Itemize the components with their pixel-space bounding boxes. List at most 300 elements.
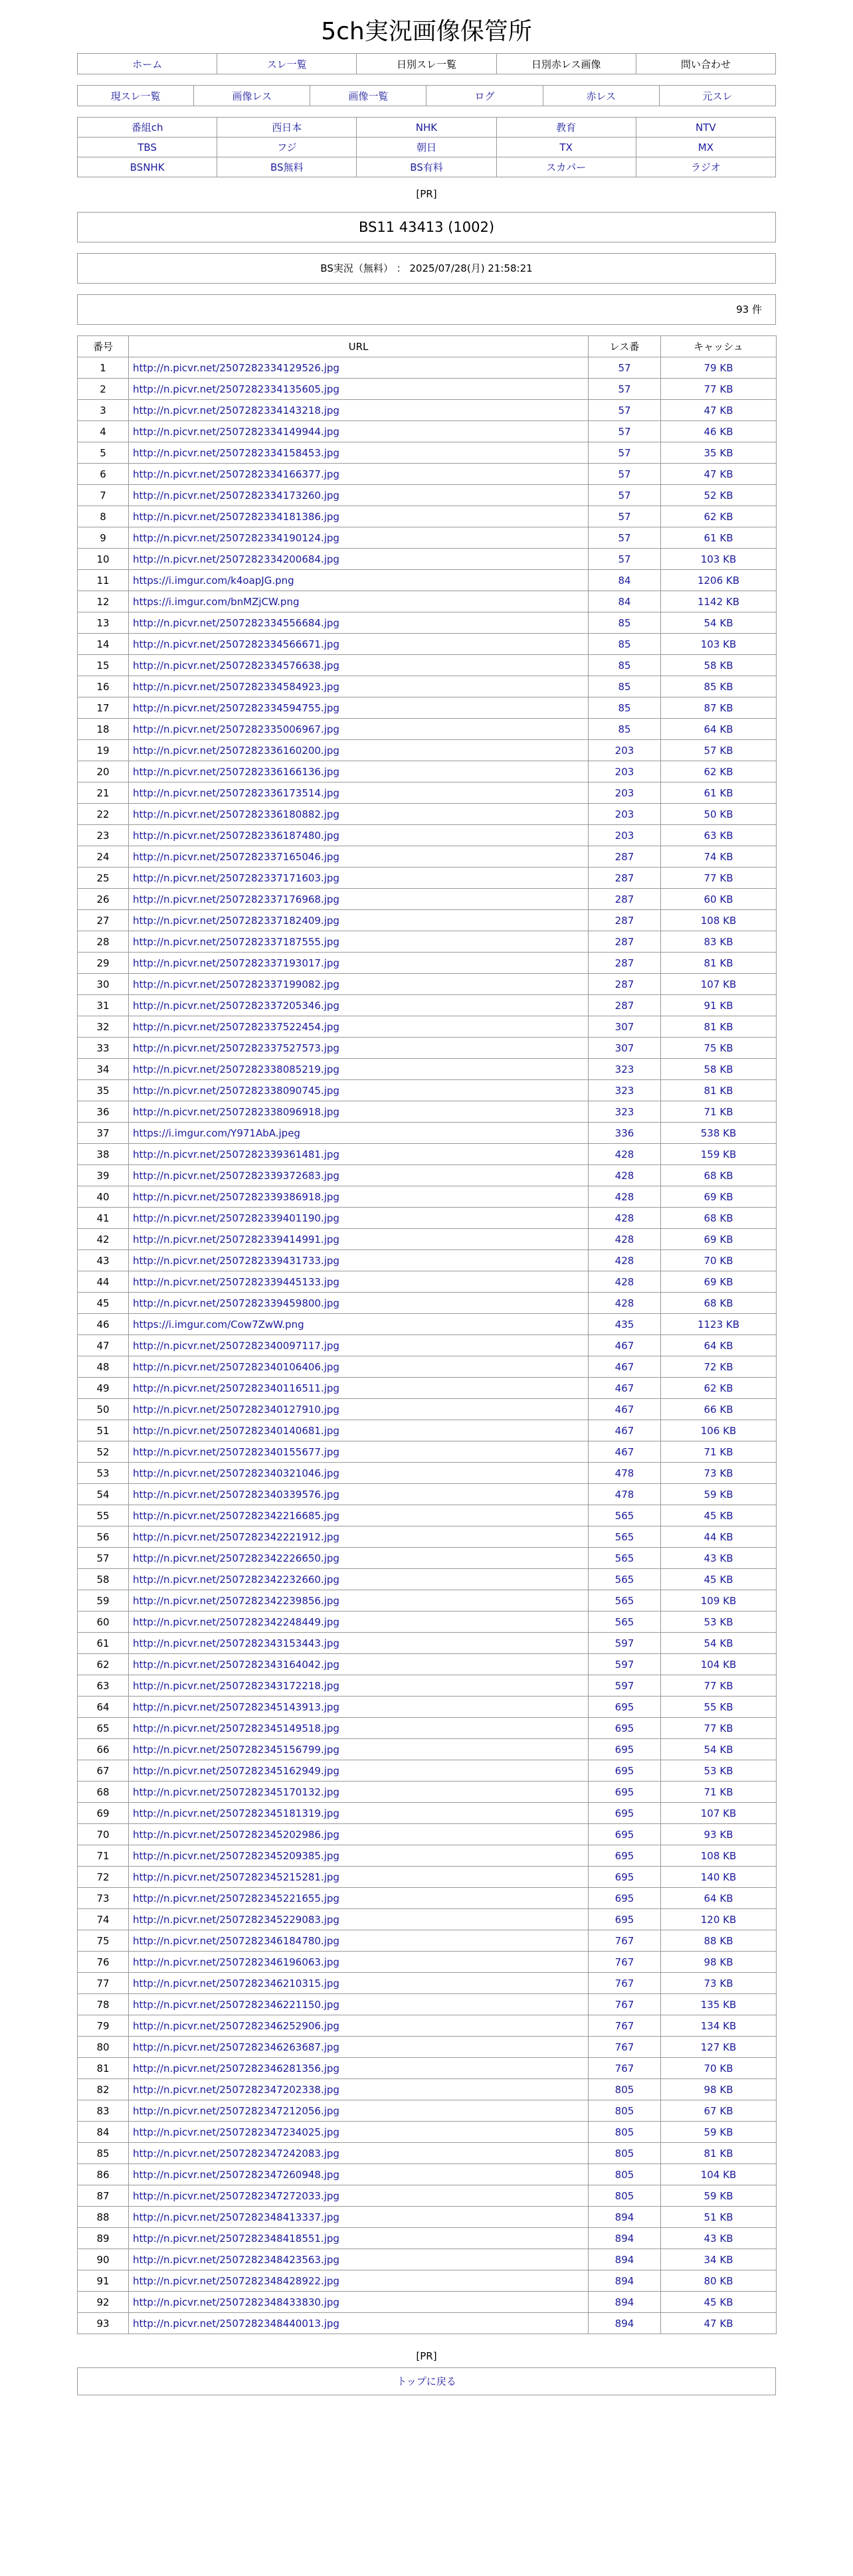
- channel-link-14[interactable]: スカパー: [546, 161, 587, 173]
- nav-item-1-2[interactable]: スレ一覧: [266, 58, 307, 70]
- res-number-link[interactable]: 695: [615, 1786, 634, 1798]
- res-number-link[interactable]: 695: [615, 1913, 634, 1926]
- image-url-link[interactable]: http://n.picvr.net/2507282348418551.jpg: [133, 2232, 339, 2245]
- cache-link[interactable]: 45 KB: [704, 2296, 733, 2308]
- res-number-link[interactable]: 336: [615, 1127, 634, 1139]
- res-number-link[interactable]: 287: [615, 872, 634, 884]
- cache-link[interactable]: 98 KB: [704, 1956, 733, 1968]
- cache-link[interactable]: 61 KB: [704, 786, 733, 799]
- cache-link[interactable]: 54 KB: [704, 1743, 733, 1756]
- cache-link[interactable]: 104 KB: [700, 1658, 737, 1671]
- res-number-link[interactable]: 565: [615, 1594, 634, 1607]
- channel-link-9[interactable]: TX: [559, 141, 573, 153]
- image-url-link[interactable]: http://n.picvr.net/2507282334149944.jpg: [133, 425, 339, 438]
- image-url-link[interactable]: http://n.picvr.net/2507282334166377.jpg: [133, 468, 339, 480]
- res-number-link[interactable]: 435: [615, 1318, 634, 1331]
- res-number-link[interactable]: 203: [615, 744, 634, 757]
- image-url-link[interactable]: http://n.picvr.net/2507282336166136.jpg: [133, 765, 339, 778]
- image-url-link[interactable]: http://n.picvr.net/2507282347260948.jpg: [133, 2168, 339, 2181]
- image-url-link[interactable]: http://n.picvr.net/2507282337199082.jpg: [133, 978, 339, 990]
- res-number-link[interactable]: 57: [618, 468, 631, 480]
- res-number-link[interactable]: 57: [618, 361, 631, 374]
- cache-link[interactable]: 73 KB: [704, 1977, 733, 1989]
- res-number-link[interactable]: 57: [618, 489, 631, 502]
- nav-item-2-1[interactable]: 現スレ一覧: [110, 90, 161, 102]
- cache-link[interactable]: 93 KB: [704, 1828, 733, 1841]
- res-number-link[interactable]: 57: [618, 425, 631, 438]
- res-number-link[interactable]: 695: [615, 1722, 634, 1734]
- image-url-link[interactable]: http://n.picvr.net/2507282346184780.jpg: [133, 1934, 339, 1947]
- res-number-link[interactable]: 894: [615, 2253, 634, 2266]
- image-url-link[interactable]: http://n.picvr.net/2507282340097117.jpg: [133, 1339, 339, 1352]
- channel-link-5[interactable]: NTV: [696, 121, 716, 134]
- cache-link[interactable]: 62 KB: [704, 1382, 733, 1394]
- cache-link[interactable]: 59 KB: [704, 2189, 733, 2202]
- res-number-link[interactable]: 565: [615, 1509, 634, 1522]
- res-number-link[interactable]: 767: [615, 1956, 634, 1968]
- image-url-link[interactable]: http://n.picvr.net/2507282334576638.jpg: [133, 659, 339, 672]
- cache-link[interactable]: 1142 KB: [697, 595, 740, 608]
- image-url-link[interactable]: http://n.picvr.net/2507282345170132.jpg: [133, 1786, 339, 1798]
- image-url-link[interactable]: http://n.picvr.net/2507282338090745.jpg: [133, 1084, 339, 1097]
- image-url-link[interactable]: http://n.picvr.net/2507282345221655.jpg: [133, 1892, 339, 1904]
- image-url-link[interactable]: http://n.picvr.net/2507282336173514.jpg: [133, 786, 339, 799]
- cache-link[interactable]: 103 KB: [700, 638, 737, 650]
- res-number-link[interactable]: 85: [618, 680, 631, 693]
- image-url-link[interactable]: http://n.picvr.net/2507282347202338.jpg: [133, 2083, 339, 2096]
- image-url-link[interactable]: http://n.picvr.net/2507282346281356.jpg: [133, 2062, 339, 2074]
- cache-link[interactable]: 538 KB: [700, 1127, 737, 1139]
- image-url-link[interactable]: http://n.picvr.net/2507282340339576.jpg: [133, 1488, 339, 1501]
- res-number-link[interactable]: 428: [615, 1233, 634, 1245]
- image-url-link[interactable]: http://n.picvr.net/2507282340155677.jpg: [133, 1445, 339, 1458]
- cache-link[interactable]: 35 KB: [704, 446, 733, 459]
- res-number-link[interactable]: 85: [618, 659, 631, 672]
- res-number-link[interactable]: 805: [615, 2104, 634, 2117]
- res-number-link[interactable]: 767: [615, 1934, 634, 1947]
- res-number-link[interactable]: 307: [615, 1020, 634, 1033]
- res-number-link[interactable]: 307: [615, 1042, 634, 1054]
- cache-link[interactable]: 64 KB: [704, 723, 733, 735]
- res-number-link[interactable]: 695: [615, 1807, 634, 1819]
- image-url-link[interactable]: http://n.picvr.net/2507282348413337.jpg: [133, 2211, 339, 2223]
- cache-link[interactable]: 88 KB: [704, 1934, 733, 1947]
- image-url-link[interactable]: http://n.picvr.net/2507282336187480.jpg: [133, 829, 339, 842]
- cache-link[interactable]: 62 KB: [704, 510, 733, 523]
- channel-link-3[interactable]: NHK: [415, 121, 438, 134]
- image-url-link[interactable]: http://n.picvr.net/2507282338096918.jpg: [133, 1105, 339, 1118]
- res-number-link[interactable]: 57: [618, 531, 631, 544]
- image-url-link[interactable]: http://n.picvr.net/2507282334143218.jpg: [133, 404, 339, 416]
- cache-link[interactable]: 106 KB: [700, 1424, 737, 1437]
- cache-link[interactable]: 81 KB: [704, 1084, 733, 1097]
- image-url-link[interactable]: http://n.picvr.net/2507282348428922.jpg: [133, 2274, 339, 2287]
- image-url-link[interactable]: https://i.imgur.com/k4oapJG.png: [133, 574, 294, 587]
- res-number-link[interactable]: 695: [615, 1849, 634, 1862]
- image-url-link[interactable]: http://n.picvr.net/2507282342232660.jpg: [133, 1573, 339, 1586]
- image-url-link[interactable]: https://i.imgur.com/bnMZjCW.png: [133, 595, 300, 608]
- cache-link[interactable]: 70 KB: [704, 2062, 733, 2074]
- cache-link[interactable]: 72 KB: [704, 1360, 733, 1373]
- res-number-link[interactable]: 57: [618, 404, 631, 416]
- image-url-link[interactable]: http://n.picvr.net/2507282348433830.jpg: [133, 2296, 339, 2308]
- res-number-link[interactable]: 695: [615, 1871, 634, 1883]
- image-url-link[interactable]: http://n.picvr.net/2507282340127910.jpg: [133, 1403, 339, 1416]
- nav-item-2-4[interactable]: ログ: [474, 90, 495, 102]
- image-url-link[interactable]: http://n.picvr.net/2507282334129526.jpg: [133, 361, 339, 374]
- cache-link[interactable]: 52 KB: [704, 489, 733, 502]
- cache-link[interactable]: 91 KB: [704, 999, 733, 1012]
- image-url-link[interactable]: http://n.picvr.net/2507282345202986.jpg: [133, 1828, 339, 1841]
- cache-link[interactable]: 43 KB: [704, 2232, 733, 2245]
- cache-link[interactable]: 81 KB: [704, 1020, 733, 1033]
- image-url-link[interactable]: http://n.picvr.net/2507282348440013.jpg: [133, 2317, 339, 2330]
- image-url-link[interactable]: http://n.picvr.net/2507282337165046.jpg: [133, 850, 339, 863]
- cache-link[interactable]: 1206 KB: [697, 574, 740, 587]
- image-url-link[interactable]: http://n.picvr.net/2507282342216685.jpg: [133, 1509, 339, 1522]
- image-url-link[interactable]: http://n.picvr.net/2507282337193017.jpg: [133, 957, 339, 969]
- cache-link[interactable]: 57 KB: [704, 744, 733, 757]
- cache-link[interactable]: 66 KB: [704, 1403, 733, 1416]
- cache-link[interactable]: 61 KB: [704, 531, 733, 544]
- image-url-link[interactable]: http://n.picvr.net/2507282342248449.jpg: [133, 1615, 339, 1628]
- image-url-link[interactable]: http://n.picvr.net/2507282338085219.jpg: [133, 1063, 339, 1075]
- cache-link[interactable]: 107 KB: [700, 1807, 737, 1819]
- cache-link[interactable]: 71 KB: [704, 1786, 733, 1798]
- cache-link[interactable]: 43 KB: [704, 1552, 733, 1564]
- cache-link[interactable]: 98 KB: [704, 2083, 733, 2096]
- res-number-link[interactable]: 894: [615, 2232, 634, 2245]
- image-url-link[interactable]: http://n.picvr.net/2507282345162949.jpg: [133, 1764, 339, 1777]
- image-url-link[interactable]: http://n.picvr.net/2507282334584923.jpg: [133, 680, 339, 693]
- image-url-link[interactable]: http://n.picvr.net/2507282339459800.jpg: [133, 1297, 339, 1309]
- cache-link[interactable]: 54 KB: [704, 1637, 733, 1649]
- res-number-link[interactable]: 203: [615, 808, 634, 820]
- cache-link[interactable]: 69 KB: [704, 1190, 733, 1203]
- channel-link-11[interactable]: BSNHK: [130, 161, 165, 173]
- nav-item-2-2[interactable]: 画像レス: [232, 90, 272, 102]
- image-url-link[interactable]: http://n.picvr.net/2507282347272033.jpg: [133, 2189, 339, 2202]
- res-number-link[interactable]: 467: [615, 1445, 634, 1458]
- cache-link[interactable]: 77 KB: [704, 872, 733, 884]
- cache-link[interactable]: 80 KB: [704, 2274, 733, 2287]
- res-number-link[interactable]: 805: [615, 2083, 634, 2096]
- image-url-link[interactable]: http://n.picvr.net/2507282345181319.jpg: [133, 1807, 339, 1819]
- channel-link-1[interactable]: 番組ch: [131, 122, 163, 134]
- image-url-link[interactable]: http://n.picvr.net/2507282340321046.jpg: [133, 1467, 339, 1479]
- res-number-link[interactable]: 287: [615, 893, 634, 905]
- image-url-link[interactable]: http://n.picvr.net/2507282339361481.jpg: [133, 1148, 339, 1160]
- res-number-link[interactable]: 467: [615, 1403, 634, 1416]
- image-url-link[interactable]: http://n.picvr.net/2507282337176968.jpg: [133, 893, 339, 905]
- res-number-link[interactable]: 287: [615, 914, 634, 927]
- bottom-pr-label[interactable]: [PR]: [416, 2350, 437, 2362]
- image-url-link[interactable]: http://n.picvr.net/2507282346210315.jpg: [133, 1977, 339, 1989]
- cache-link[interactable]: 47 KB: [704, 2317, 733, 2330]
- res-number-link[interactable]: 85: [618, 616, 631, 629]
- res-number-link[interactable]: 767: [615, 2019, 634, 2032]
- res-number-link[interactable]: 597: [615, 1637, 634, 1649]
- cache-link[interactable]: 103 KB: [700, 553, 737, 565]
- image-url-link[interactable]: http://n.picvr.net/2507282334173260.jpg: [133, 489, 339, 502]
- image-url-link[interactable]: http://n.picvr.net/2507282343153443.jpg: [133, 1637, 339, 1649]
- image-url-link[interactable]: http://n.picvr.net/2507282347234025.jpg: [133, 2126, 339, 2138]
- channel-link-8[interactable]: 朝日: [416, 141, 436, 153]
- res-number-link[interactable]: 894: [615, 2296, 634, 2308]
- res-number-link[interactable]: 805: [615, 2147, 634, 2160]
- res-number-link[interactable]: 767: [615, 2062, 634, 2074]
- res-number-link[interactable]: 565: [615, 1552, 634, 1564]
- res-number-link[interactable]: 203: [615, 829, 634, 842]
- nav-item-2-6[interactable]: 元スレ: [702, 90, 733, 102]
- image-url-link[interactable]: http://n.picvr.net/2507282336180882.jpg: [133, 808, 339, 820]
- cache-link[interactable]: 77 KB: [704, 1722, 733, 1734]
- cache-link[interactable]: 87 KB: [704, 701, 733, 714]
- cache-link[interactable]: 50 KB: [704, 808, 733, 820]
- cache-link[interactable]: 85 KB: [704, 680, 733, 693]
- cache-link[interactable]: 58 KB: [704, 1063, 733, 1075]
- res-number-link[interactable]: 84: [618, 574, 631, 587]
- cache-link[interactable]: 58 KB: [704, 659, 733, 672]
- res-number-link[interactable]: 428: [615, 1275, 634, 1288]
- res-number-link[interactable]: 695: [615, 1828, 634, 1841]
- cache-link[interactable]: 59 KB: [704, 1488, 733, 1501]
- back-to-top-link[interactable]: トップに戻る: [397, 2375, 456, 2387]
- image-url-link[interactable]: https://i.imgur.com/Cow7ZwW.png: [133, 1318, 304, 1331]
- nav-item-1-1[interactable]: ホーム: [132, 58, 163, 70]
- cache-link[interactable]: 135 KB: [700, 1998, 737, 2011]
- res-number-link[interactable]: 287: [615, 850, 634, 863]
- cache-link[interactable]: 60 KB: [704, 893, 733, 905]
- image-url-link[interactable]: http://n.picvr.net/2507282334181386.jpg: [133, 510, 339, 523]
- cache-link[interactable]: 81 KB: [704, 2147, 733, 2160]
- cache-link[interactable]: 45 KB: [704, 1509, 733, 1522]
- image-url-link[interactable]: http://n.picvr.net/2507282346196063.jpg: [133, 1956, 339, 1968]
- cache-link[interactable]: 159 KB: [700, 1148, 737, 1160]
- res-number-link[interactable]: 695: [615, 1743, 634, 1756]
- cache-link[interactable]: 108 KB: [700, 914, 737, 927]
- res-number-link[interactable]: 428: [615, 1212, 634, 1224]
- cache-link[interactable]: 54 KB: [704, 616, 733, 629]
- res-number-link[interactable]: 467: [615, 1360, 634, 1373]
- res-number-link[interactable]: 85: [618, 638, 631, 650]
- cache-link[interactable]: 74 KB: [704, 850, 733, 863]
- cache-link[interactable]: 70 KB: [704, 1254, 733, 1267]
- res-number-link[interactable]: 57: [618, 446, 631, 459]
- image-url-link[interactable]: http://n.picvr.net/2507282347212056.jpg: [133, 2104, 339, 2117]
- image-url-link[interactable]: http://n.picvr.net/2507282345209385.jpg: [133, 1849, 339, 1862]
- cache-link[interactable]: 104 KB: [700, 2168, 737, 2181]
- res-number-link[interactable]: 478: [615, 1488, 634, 1501]
- res-number-link[interactable]: 805: [615, 2126, 634, 2138]
- res-number-link[interactable]: 85: [618, 723, 631, 735]
- cache-link[interactable]: 71 KB: [704, 1105, 733, 1118]
- res-number-link[interactable]: 478: [615, 1467, 634, 1479]
- res-number-link[interactable]: 323: [615, 1063, 634, 1075]
- image-url-link[interactable]: http://n.picvr.net/2507282343164042.jpg: [133, 1658, 339, 1671]
- cache-link[interactable]: 64 KB: [704, 1339, 733, 1352]
- res-number-link[interactable]: 84: [618, 595, 631, 608]
- res-number-link[interactable]: 323: [615, 1084, 634, 1097]
- res-number-link[interactable]: 467: [615, 1339, 634, 1352]
- image-url-link[interactable]: http://n.picvr.net/2507282337171603.jpg: [133, 872, 339, 884]
- res-number-link[interactable]: 428: [615, 1297, 634, 1309]
- image-url-link[interactable]: http://n.picvr.net/2507282336160200.jpg: [133, 744, 339, 757]
- cache-link[interactable]: 47 KB: [704, 468, 733, 480]
- image-url-link[interactable]: http://n.picvr.net/2507282334594755.jpg: [133, 701, 339, 714]
- image-url-link[interactable]: http://n.picvr.net/2507282346252906.jpg: [133, 2019, 339, 2032]
- image-url-link[interactable]: http://n.picvr.net/2507282340106406.jpg: [133, 1360, 339, 1373]
- image-url-link[interactable]: http://n.picvr.net/2507282339372683.jpg: [133, 1169, 339, 1182]
- cache-link[interactable]: 34 KB: [704, 2253, 733, 2266]
- channel-link-4[interactable]: 教育: [556, 122, 577, 134]
- image-url-link[interactable]: https://i.imgur.com/Y971AbA.jpeg: [133, 1127, 300, 1139]
- image-url-link[interactable]: http://n.picvr.net/2507282339431733.jpg: [133, 1254, 339, 1267]
- nav-item-2-3[interactable]: 画像一覧: [348, 90, 389, 102]
- cache-link[interactable]: 47 KB: [704, 404, 733, 416]
- cache-link[interactable]: 45 KB: [704, 1573, 733, 1586]
- res-number-link[interactable]: 428: [615, 1254, 634, 1267]
- cache-link[interactable]: 79 KB: [704, 361, 733, 374]
- cache-link[interactable]: 68 KB: [704, 1297, 733, 1309]
- res-number-link[interactable]: 428: [615, 1148, 634, 1160]
- image-url-link[interactable]: http://n.picvr.net/2507282337187555.jpg: [133, 935, 339, 948]
- image-url-link[interactable]: http://n.picvr.net/2507282334566671.jpg: [133, 638, 339, 650]
- res-number-link[interactable]: 565: [615, 1573, 634, 1586]
- res-number-link[interactable]: 597: [615, 1658, 634, 1671]
- cache-link[interactable]: 69 KB: [704, 1233, 733, 1245]
- res-number-link[interactable]: 57: [618, 510, 631, 523]
- res-number-link[interactable]: 287: [615, 957, 634, 969]
- cache-link[interactable]: 71 KB: [704, 1445, 733, 1458]
- channel-link-6[interactable]: TBS: [138, 141, 157, 153]
- res-number-link[interactable]: 767: [615, 2041, 634, 2053]
- cache-link[interactable]: 1123 KB: [697, 1318, 740, 1331]
- nav-item-2-5[interactable]: 赤レス: [586, 90, 616, 102]
- cache-link[interactable]: 140 KB: [700, 1871, 737, 1883]
- image-url-link[interactable]: http://n.picvr.net/2507282345143913.jpg: [133, 1701, 339, 1713]
- res-number-link[interactable]: 767: [615, 1977, 634, 1989]
- cache-link[interactable]: 44 KB: [704, 1530, 733, 1543]
- cache-link[interactable]: 64 KB: [704, 1892, 733, 1904]
- cache-link[interactable]: 51 KB: [704, 2211, 733, 2223]
- res-number-link[interactable]: 57: [618, 553, 631, 565]
- res-number-link[interactable]: 894: [615, 2274, 634, 2287]
- image-url-link[interactable]: http://n.picvr.net/2507282334158453.jpg: [133, 446, 339, 459]
- res-number-link[interactable]: 428: [615, 1190, 634, 1203]
- res-number-link[interactable]: 323: [615, 1105, 634, 1118]
- cache-link[interactable]: 83 KB: [704, 935, 733, 948]
- cache-link[interactable]: 77 KB: [704, 1679, 733, 1692]
- cache-link[interactable]: 81 KB: [704, 957, 733, 969]
- image-url-link[interactable]: http://n.picvr.net/2507282339414991.jpg: [133, 1233, 339, 1245]
- channel-link-2[interactable]: 西日本: [272, 122, 302, 134]
- res-number-link[interactable]: 565: [615, 1530, 634, 1543]
- channel-link-10[interactable]: MX: [698, 141, 713, 153]
- cache-link[interactable]: 59 KB: [704, 2126, 733, 2138]
- res-number-link[interactable]: 287: [615, 978, 634, 990]
- cache-link[interactable]: 77 KB: [704, 383, 733, 395]
- cache-link[interactable]: 68 KB: [704, 1212, 733, 1224]
- res-number-link[interactable]: 57: [618, 383, 631, 395]
- pr-label[interactable]: [PR]: [416, 188, 437, 200]
- res-number-link[interactable]: 428: [615, 1169, 634, 1182]
- cache-link[interactable]: 73 KB: [704, 1467, 733, 1479]
- cache-link[interactable]: 134 KB: [700, 2019, 737, 2032]
- image-url-link[interactable]: http://n.picvr.net/2507282348423563.jpg: [133, 2253, 339, 2266]
- image-url-link[interactable]: http://n.picvr.net/2507282334556684.jpg: [133, 616, 339, 629]
- image-url-link[interactable]: http://n.picvr.net/2507282340116511.jpg: [133, 1382, 339, 1394]
- image-url-link[interactable]: http://n.picvr.net/2507282339445133.jpg: [133, 1275, 339, 1288]
- res-number-link[interactable]: 203: [615, 786, 634, 799]
- res-number-link[interactable]: 894: [615, 2211, 634, 2223]
- image-url-link[interactable]: http://n.picvr.net/2507282346221150.jpg: [133, 1998, 339, 2011]
- image-url-link[interactable]: http://n.picvr.net/2507282345149518.jpg: [133, 1722, 339, 1734]
- res-number-link[interactable]: 287: [615, 935, 634, 948]
- res-number-link[interactable]: 467: [615, 1382, 634, 1394]
- res-number-link[interactable]: 467: [615, 1424, 634, 1437]
- image-url-link[interactable]: http://n.picvr.net/2507282337522454.jpg: [133, 1020, 339, 1033]
- image-url-link[interactable]: http://n.picvr.net/2507282334190124.jpg: [133, 531, 339, 544]
- image-url-link[interactable]: http://n.picvr.net/2507282337527573.jpg: [133, 1042, 339, 1054]
- res-number-link[interactable]: 287: [615, 999, 634, 1012]
- channel-link-7[interactable]: フジ: [277, 141, 297, 153]
- cache-link[interactable]: 127 KB: [700, 2041, 737, 2053]
- res-number-link[interactable]: 695: [615, 1701, 634, 1713]
- res-number-link[interactable]: 805: [615, 2189, 634, 2202]
- image-url-link[interactable]: http://n.picvr.net/2507282334135605.jpg: [133, 383, 339, 395]
- image-url-link[interactable]: http://n.picvr.net/2507282342239856.jpg: [133, 1594, 339, 1607]
- cache-link[interactable]: 62 KB: [704, 765, 733, 778]
- res-number-link[interactable]: 203: [615, 765, 634, 778]
- cache-link[interactable]: 68 KB: [704, 1169, 733, 1182]
- cache-link[interactable]: 75 KB: [704, 1042, 733, 1054]
- image-url-link[interactable]: http://n.picvr.net/2507282347242083.jpg: [133, 2147, 339, 2160]
- cache-link[interactable]: 120 KB: [700, 1913, 737, 1926]
- res-number-link[interactable]: 767: [615, 1998, 634, 2011]
- image-url-link[interactable]: http://n.picvr.net/2507282342221912.jpg: [133, 1530, 339, 1543]
- image-url-link[interactable]: http://n.picvr.net/2507282345156799.jpg: [133, 1743, 339, 1756]
- image-url-link[interactable]: http://n.picvr.net/2507282339386918.jpg: [133, 1190, 339, 1203]
- channel-link-13[interactable]: BS有料: [410, 161, 443, 173]
- image-url-link[interactable]: http://n.picvr.net/2507282345229083.jpg: [133, 1913, 339, 1926]
- res-number-link[interactable]: 695: [615, 1764, 634, 1777]
- cache-link[interactable]: 63 KB: [704, 829, 733, 842]
- image-url-link[interactable]: http://n.picvr.net/2507282339401190.jpg: [133, 1212, 339, 1224]
- channel-link-15[interactable]: ラジオ: [690, 161, 721, 173]
- image-url-link[interactable]: http://n.picvr.net/2507282335006967.jpg: [133, 723, 339, 735]
- channel-link-12[interactable]: BS無料: [270, 161, 304, 173]
- cache-link[interactable]: 53 KB: [704, 1764, 733, 1777]
- res-number-link[interactable]: 805: [615, 2168, 634, 2181]
- image-url-link[interactable]: http://n.picvr.net/2507282340140681.jpg: [133, 1424, 339, 1437]
- image-url-link[interactable]: http://n.picvr.net/2507282343172218.jpg: [133, 1679, 339, 1692]
- cache-link[interactable]: 46 KB: [704, 425, 733, 438]
- cache-link[interactable]: 107 KB: [700, 978, 737, 990]
- cache-link[interactable]: 53 KB: [704, 1615, 733, 1628]
- res-number-link[interactable]: 85: [618, 701, 631, 714]
- cache-link[interactable]: 55 KB: [704, 1701, 733, 1713]
- res-number-link[interactable]: 597: [615, 1679, 634, 1692]
- res-number-link[interactable]: 695: [615, 1892, 634, 1904]
- image-url-link[interactable]: http://n.picvr.net/2507282337205346.jpg: [133, 999, 339, 1012]
- cache-link[interactable]: 109 KB: [700, 1594, 737, 1607]
- image-url-link[interactable]: http://n.picvr.net/2507282334200684.jpg: [133, 553, 339, 565]
- res-number-link[interactable]: 565: [615, 1615, 634, 1628]
- image-url-link[interactable]: http://n.picvr.net/2507282342226650.jpg: [133, 1552, 339, 1564]
- cache-link[interactable]: 67 KB: [704, 2104, 733, 2117]
- res-number-link[interactable]: 894: [615, 2317, 634, 2330]
